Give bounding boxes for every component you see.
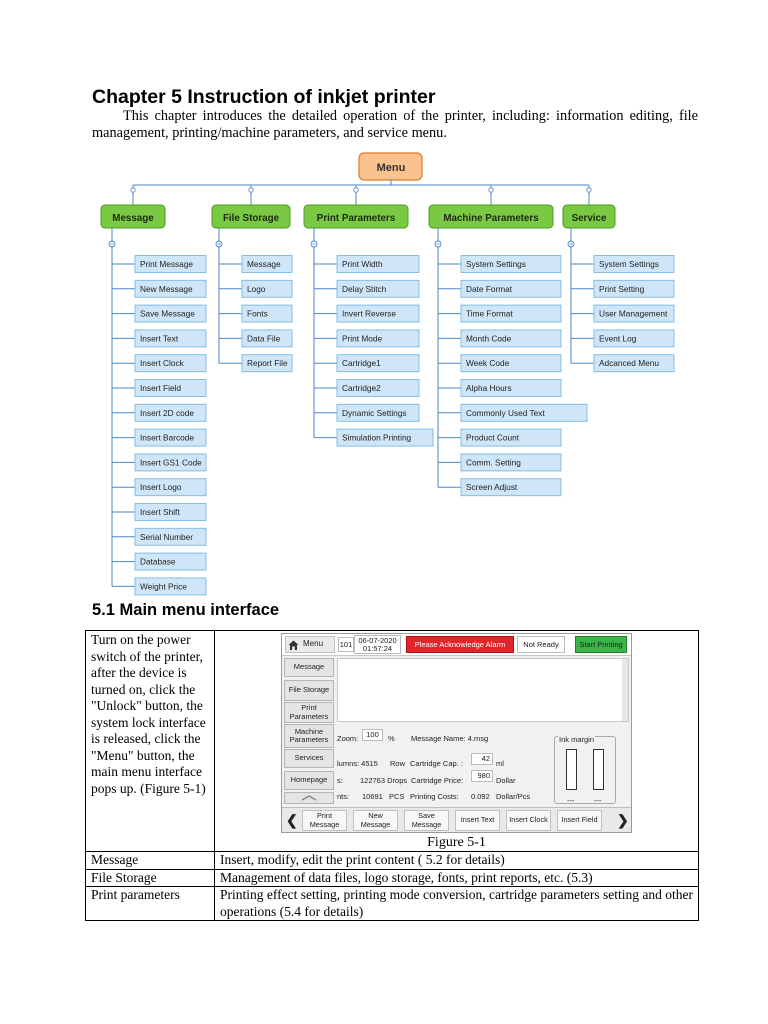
- chevron-left-icon[interactable]: ❮: [286, 812, 298, 828]
- row-label: Row: [390, 759, 406, 768]
- menu-item-label: Delay Stitch: [342, 283, 387, 294]
- table-row: [86, 887, 699, 921]
- cartridge-cap-input[interactable]: 42: [471, 753, 493, 765]
- status-text: Not Ready: [517, 636, 565, 653]
- figure-caption: Figure 5-1: [427, 835, 486, 850]
- menu-item-label: Serial Number: [140, 531, 194, 542]
- expand-node-icon: [249, 188, 253, 192]
- menu-item-label: Commonly Used Text: [466, 407, 545, 418]
- menu-item-label: New Message: [140, 283, 193, 294]
- ink-level-bar-right: [593, 749, 604, 790]
- bottom-button-print-message[interactable]: Print Message: [302, 810, 347, 831]
- menu-item-label: Comm. Setting: [466, 457, 521, 468]
- expand-node-icon: [354, 188, 358, 192]
- menu-root-label: Menu: [376, 162, 406, 174]
- chapter-intro: This chapter introduces the detailed operation of the printer, including: information editing, file management, printing/machine parameters, and service menu.: [92, 108, 698, 141]
- side-button-print-parameters[interactable]: Print Parameters: [284, 702, 334, 723]
- zoom-unit: %: [388, 734, 395, 743]
- menu-item-label: Product Count: [466, 432, 520, 443]
- menu-table: [85, 630, 699, 921]
- menu-item-label: Database: [140, 556, 176, 567]
- menu-item-label: Weight Price: [140, 581, 187, 592]
- table-row: [86, 631, 699, 852]
- cartridge-price-input[interactable]: 980: [471, 770, 493, 782]
- bottom-button-insert-text[interactable]: Insert Text: [455, 810, 500, 831]
- ink-right-value: ---: [594, 796, 602, 805]
- side-button-message[interactable]: Message: [284, 658, 334, 677]
- message-preview-area: [337, 658, 629, 722]
- menu-item-label: Print Mode: [342, 333, 383, 344]
- zoom-label: Zoom:: [337, 734, 359, 743]
- category-label: Message: [112, 213, 154, 224]
- chevron-up-icon[interactable]: [284, 792, 334, 804]
- bottom-toolbar: [282, 807, 631, 832]
- menu-item-label: Screen Adjust: [466, 482, 518, 493]
- printing-costs-unit: Dollar/Pcs: [496, 792, 531, 801]
- main-menu-screenshot: [281, 633, 632, 833]
- chevron-right-icon[interactable]: ❯: [617, 812, 629, 828]
- row-text-print-parameters: Printing effect setting, printing mode conversion, cartridge parameters setting and other operations (5.4 for details): [215, 887, 699, 921]
- menu-item-label: Insert Barcode: [140, 432, 194, 443]
- cartridge-cap-label: Cartridge Cap. :: [410, 759, 463, 768]
- row-text-message: Insert, modify, edit the print content ( 5.2 for details): [215, 852, 699, 870]
- menu-item-label: Cartridge1: [342, 358, 381, 369]
- menu-button-label: Menu: [303, 639, 324, 649]
- menu-item-label: Event Log: [599, 333, 637, 344]
- alarm-button[interactable]: Please Acknowledge Alarm: [406, 636, 514, 653]
- printing-costs-label: Printing Costs:: [410, 792, 459, 801]
- menu-item-label: Insert 2D code: [140, 407, 194, 418]
- row-name-print-parameters: Print parameters: [86, 887, 215, 921]
- figure-cell: [215, 631, 699, 852]
- bottom-button-new-message[interactable]: New Message: [353, 810, 398, 831]
- bottom-button-insert-field[interactable]: Insert Field: [557, 810, 602, 831]
- counter-display: 101: [338, 637, 354, 652]
- menu-item-label: Adcanced Menu: [599, 358, 659, 369]
- printing-costs-value: 0.092: [471, 792, 490, 801]
- side-button-homepage[interactable]: Homepage: [284, 771, 334, 790]
- intro-description: Turn on the power switch of the printer, after the device is turned on, click the "Unlock" button, the system lock interface is released, click the "Menu" button, the main menu interface pops up. (Figure 5-1): [86, 631, 215, 852]
- ink-left-value: ---: [567, 796, 575, 805]
- ink-level-bar-left: [566, 749, 577, 790]
- drops-label: s:: [337, 776, 343, 785]
- date-text: 06-07-2020: [358, 636, 397, 645]
- menu-item-label: Print Width: [342, 259, 383, 269]
- bottom-button-save-message[interactable]: Save Message: [404, 810, 449, 831]
- menu-item-label: Month Code: [466, 333, 512, 344]
- menu-item-label: Cartridge2: [342, 383, 381, 393]
- bottom-button-insert-clock[interactable]: Insert Clock: [506, 810, 551, 831]
- row-name-message: Message: [86, 852, 215, 870]
- ink-margin-label: Ink margin: [558, 732, 595, 749]
- menu-item-label: Time Format: [466, 308, 513, 319]
- menu-item-label: Print Message: [140, 259, 194, 269]
- menu-button[interactable]: [285, 636, 335, 653]
- prints-label: nts:: [337, 792, 350, 801]
- menu-item-label: Logo: [247, 283, 266, 294]
- menu-item-label: Data File: [247, 333, 281, 344]
- menu-item-label: Message: [247, 259, 281, 269]
- menu-item-label: System Settings: [599, 259, 659, 269]
- side-button-services[interactable]: Services: [284, 749, 334, 768]
- row-text-file-storage: Management of data files, logo storage, fonts, print reports, etc. (5.3): [215, 869, 699, 887]
- expand-node-icon: [587, 188, 591, 192]
- cartridge-price-unit: Dollar: [496, 776, 516, 785]
- home-icon: [288, 640, 299, 650]
- ink-margin-panel: [554, 736, 616, 804]
- menu-item-label: Insert Logo: [140, 482, 182, 493]
- section-title: 5.1 Main menu interface: [92, 601, 280, 619]
- table-row: [86, 869, 699, 887]
- menu-item-label: System Settings: [466, 259, 526, 269]
- menu-item-label: Dynamic Settings: [342, 407, 407, 418]
- menu-item-label: Week Code: [466, 358, 510, 369]
- category-label: Print Parameters: [316, 213, 396, 224]
- menu-item-label: Fonts: [247, 308, 268, 319]
- cartridge-price-label: Cartridge Price:: [411, 776, 464, 785]
- zoom-input[interactable]: 100: [362, 729, 383, 741]
- menu-item-label: Insert Text: [140, 333, 179, 344]
- menu-item-label: Date Format: [466, 283, 513, 294]
- cartridge-cap-unit: ml: [496, 759, 504, 768]
- time-text: 01:57:24: [362, 644, 393, 653]
- table-row: [86, 852, 699, 870]
- menu-item-label: Insert Clock: [140, 358, 184, 369]
- category-label: Machine Parameters: [443, 213, 539, 224]
- chapter-title: Chapter 5 Instruction of inkjet printer: [92, 86, 436, 108]
- menu-item-label: Alpha Hours: [466, 383, 512, 393]
- menu-item-label: Print Setting: [599, 283, 645, 294]
- scrollbar[interactable]: [622, 659, 628, 721]
- side-button-machine-parameters[interactable]: Machine Parameters: [284, 724, 334, 748]
- drops-value: 122763 Drops: [360, 776, 408, 785]
- category-label: Service: [571, 213, 607, 224]
- status-bar: [282, 634, 631, 656]
- menu-item-label: Insert Shift: [140, 507, 180, 517]
- side-button-file-storage[interactable]: File Storage: [284, 680, 334, 701]
- menu-item-label: Report File: [247, 358, 288, 369]
- menu-item-label: User Management: [599, 308, 668, 319]
- menu-item-label: Simulation Printing: [342, 432, 412, 443]
- category-label: File Storage: [222, 213, 280, 224]
- columns-value: lumns: 4515: [337, 759, 378, 768]
- row-name-file-storage: File Storage: [86, 869, 215, 887]
- expand-node-icon: [489, 188, 493, 192]
- menu-item-label: Invert Reverse: [342, 308, 396, 319]
- menu-item-label: Insert GS1 Code: [140, 457, 202, 468]
- message-name: Message Name: 4.msg: [411, 734, 489, 743]
- menu-item-label: Save Message: [140, 308, 195, 319]
- start-printing-button[interactable]: Start Printing: [575, 636, 627, 653]
- prints-unit: PCS: [389, 792, 405, 801]
- expand-node-icon: [131, 188, 135, 192]
- prints-value: 10691: [362, 792, 383, 801]
- menu-item-label: Insert Field: [140, 383, 182, 393]
- datetime-display: [354, 635, 401, 654]
